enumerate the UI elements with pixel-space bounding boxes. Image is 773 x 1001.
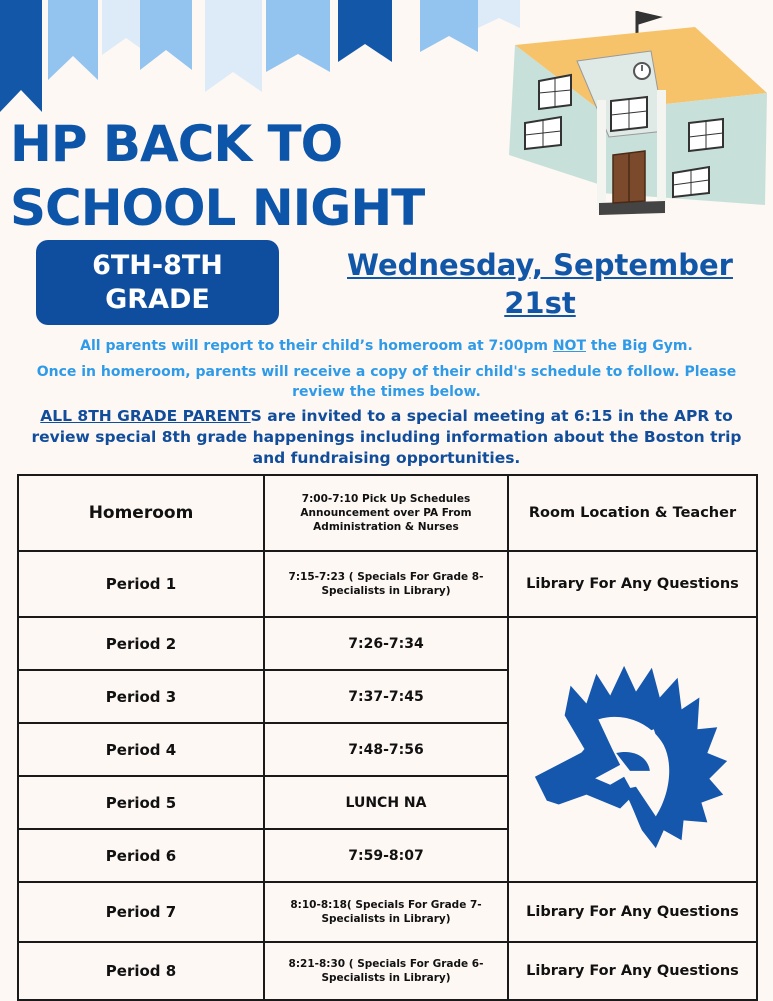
spartan-helmet-logo-icon	[525, 646, 743, 864]
header-room-location: Room Location & Teacher	[508, 475, 757, 551]
period-time: 8:21-8:30 ( Specials For Grade 6- Specialists in Library)	[264, 942, 508, 1000]
schedule-note: Once in homeroom, parents will receive a copy of their child's schedule to follow. Please review the times below.	[36, 364, 737, 400]
table-row	[18, 617, 757, 670]
schedule-table	[17, 474, 758, 1001]
homeroom-note-text: All parents will report to their child’s homeroom at 7:00pm	[80, 338, 553, 354]
homeroom-note-emphasis: NOT	[552, 338, 587, 354]
header-homeroom: Homeroom	[18, 475, 264, 551]
bunting-flags-icon	[0, 0, 520, 120]
period-label: Period 8	[18, 942, 264, 1000]
period-label: Period 3	[18, 670, 264, 723]
period-label: Period 1	[18, 551, 264, 617]
period-time: 7:59-8:07	[264, 829, 508, 882]
header-homeroom-time: 7:00-7:10 Pick Up Schedules Announcement over PA From Administration & Nurses	[264, 475, 508, 551]
school-building-icon	[505, 5, 773, 237]
period-time: LUNCH NA	[264, 776, 508, 829]
date-line-2: 21st	[504, 286, 576, 320]
period-label: Period 5	[18, 776, 264, 829]
period-label: Period 6	[18, 829, 264, 882]
event-title	[10, 112, 480, 240]
grade-line-2: GRADE	[105, 283, 210, 315]
homeroom-note	[16, 336, 757, 356]
period-time: 7:26-7:34	[264, 617, 508, 670]
eighth-grade-parents-emphasis: ALL 8TH GRADE PARENT	[40, 407, 251, 425]
eighth-grade-meeting-text: S are invited to a special meeting at 6:15 in the APR to review special 8th grade happenings including information about the Boston trip and fundraising opportunities.	[31, 407, 742, 467]
period-time: 8:10-8:18( Specials For Grade 7- Specialists in Library)	[264, 882, 508, 942]
table-row	[18, 942, 757, 1000]
period-location: Library For Any Questions	[508, 942, 757, 1000]
table-header-row	[18, 475, 757, 551]
date-line-1: Wednesday, September	[347, 248, 733, 282]
table-row	[18, 551, 757, 617]
spartan-logo-cell	[508, 617, 757, 882]
period-location: Library For Any Questions	[508, 882, 757, 942]
event-date	[340, 246, 740, 322]
period-label: Period 2	[18, 617, 264, 670]
table-row	[18, 882, 757, 942]
eighth-grade-meeting-note	[16, 406, 757, 469]
grade-badge	[36, 240, 279, 325]
period-label: Period 4	[18, 723, 264, 776]
period-location: Library For Any Questions	[508, 551, 757, 617]
announcement-notes	[16, 336, 757, 469]
period-time: 7:48-7:56	[264, 723, 508, 776]
grade-line-1: 6TH-8TH	[92, 249, 223, 281]
homeroom-note-end: the Big Gym.	[586, 338, 693, 354]
period-time: 7:37-7:45	[264, 670, 508, 723]
title-line-1: HP BACK TO	[10, 115, 343, 173]
period-time: 7:15-7:23 ( Specials For Grade 8- Specialists in Library)	[264, 551, 508, 617]
title-line-2: SCHOOL NIGHT	[10, 179, 425, 237]
period-label: Period 7	[18, 882, 264, 942]
